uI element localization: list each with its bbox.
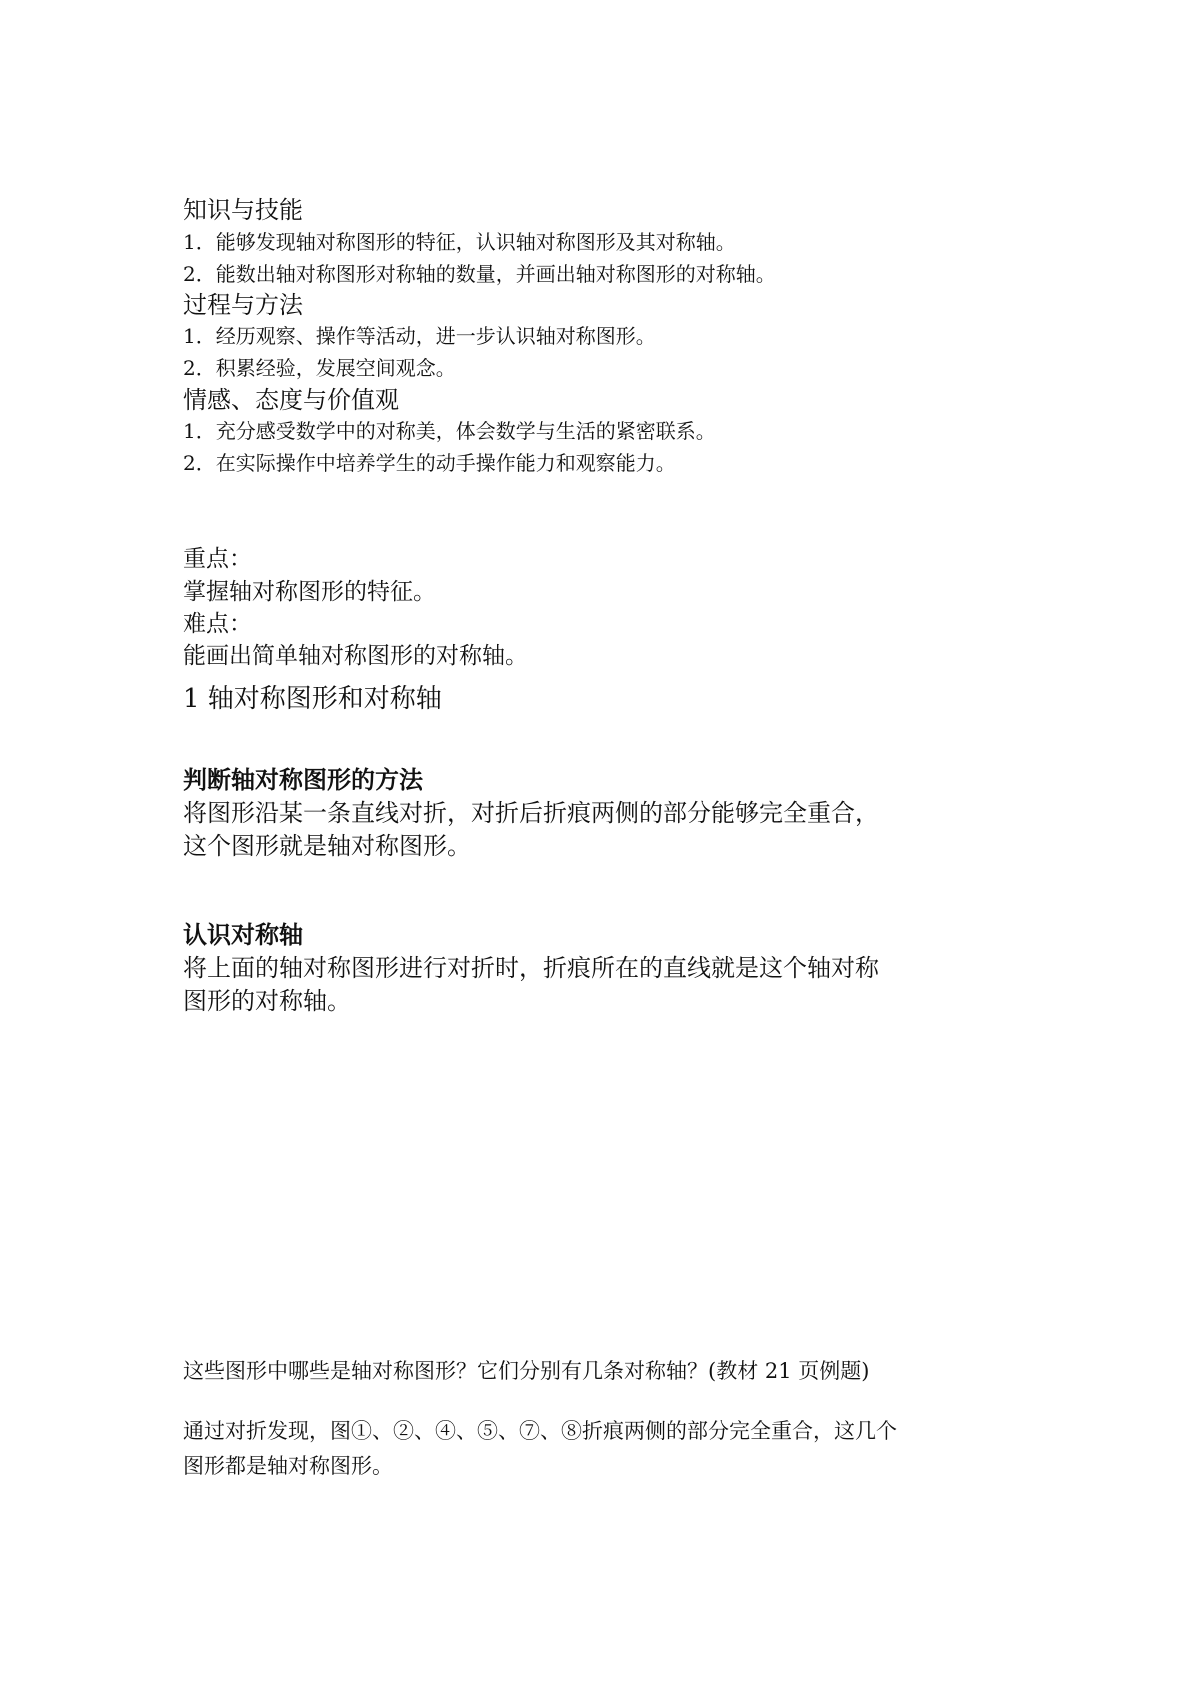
process-heading: 过程与方法 <box>183 291 303 319</box>
emotion-item-2: 2．在实际操作中培养学生的动手操作能力和观察能力。 <box>183 451 676 475</box>
knowledge-item-1: 1．能够发现轴对称图形的特征，认识轴对称图形及其对称轴。 <box>183 230 736 254</box>
section-title: 1 轴对称图形和对称轴 <box>183 684 442 714</box>
focus-label: 重点： <box>183 546 252 572</box>
method-line-2: 这个图形就是轴对称图形。 <box>183 832 471 860</box>
emotion-heading: 情感、态度与价值观 <box>183 386 399 414</box>
method-line-1: 将图形沿某一条直线对折，对折后折痕两侧的部分能够完全重合， <box>183 799 879 827</box>
knowledge-heading: 知识与技能 <box>183 196 303 224</box>
process-item-1: 1．经历观察、操作等活动，进一步认识轴对称图形。 <box>183 324 656 348</box>
axis-title: 认识对称轴 <box>183 921 303 949</box>
emotion-item-1: 1．充分感受数学中的对称美，体会数学与生活的紧密联系。 <box>183 419 716 443</box>
difficulty-text: 能画出简单轴对称图形的对称轴。 <box>183 643 528 669</box>
focus-text: 掌握轴对称图形的特征。 <box>183 579 436 605</box>
axis-line-2: 图形的对称轴。 <box>183 987 351 1015</box>
knowledge-item-2: 2．能数出轴对称图形对称轴的数量，并画出轴对称图形的对称轴。 <box>183 262 776 286</box>
example-question: 这些图形中哪些是轴对称图形？它们分别有几条对称轴？(教材 21 页例题) <box>183 1359 870 1383</box>
axis-line-1: 将上面的轴对称图形进行对折时，折痕所在的直线就是这个轴对称 <box>183 954 879 982</box>
example-answer-line-2: 图形都是轴对称图形。 <box>183 1454 393 1478</box>
method-title: 判断轴对称图形的方法 <box>183 766 423 794</box>
example-answer-line-1: 通过对折发现，图①、②、④、⑤、⑦、⑧折痕两侧的部分完全重合，这几个 <box>183 1419 897 1443</box>
process-item-2: 2．积累经验，发展空间观念。 <box>183 356 456 380</box>
difficulty-label: 难点： <box>183 611 252 637</box>
